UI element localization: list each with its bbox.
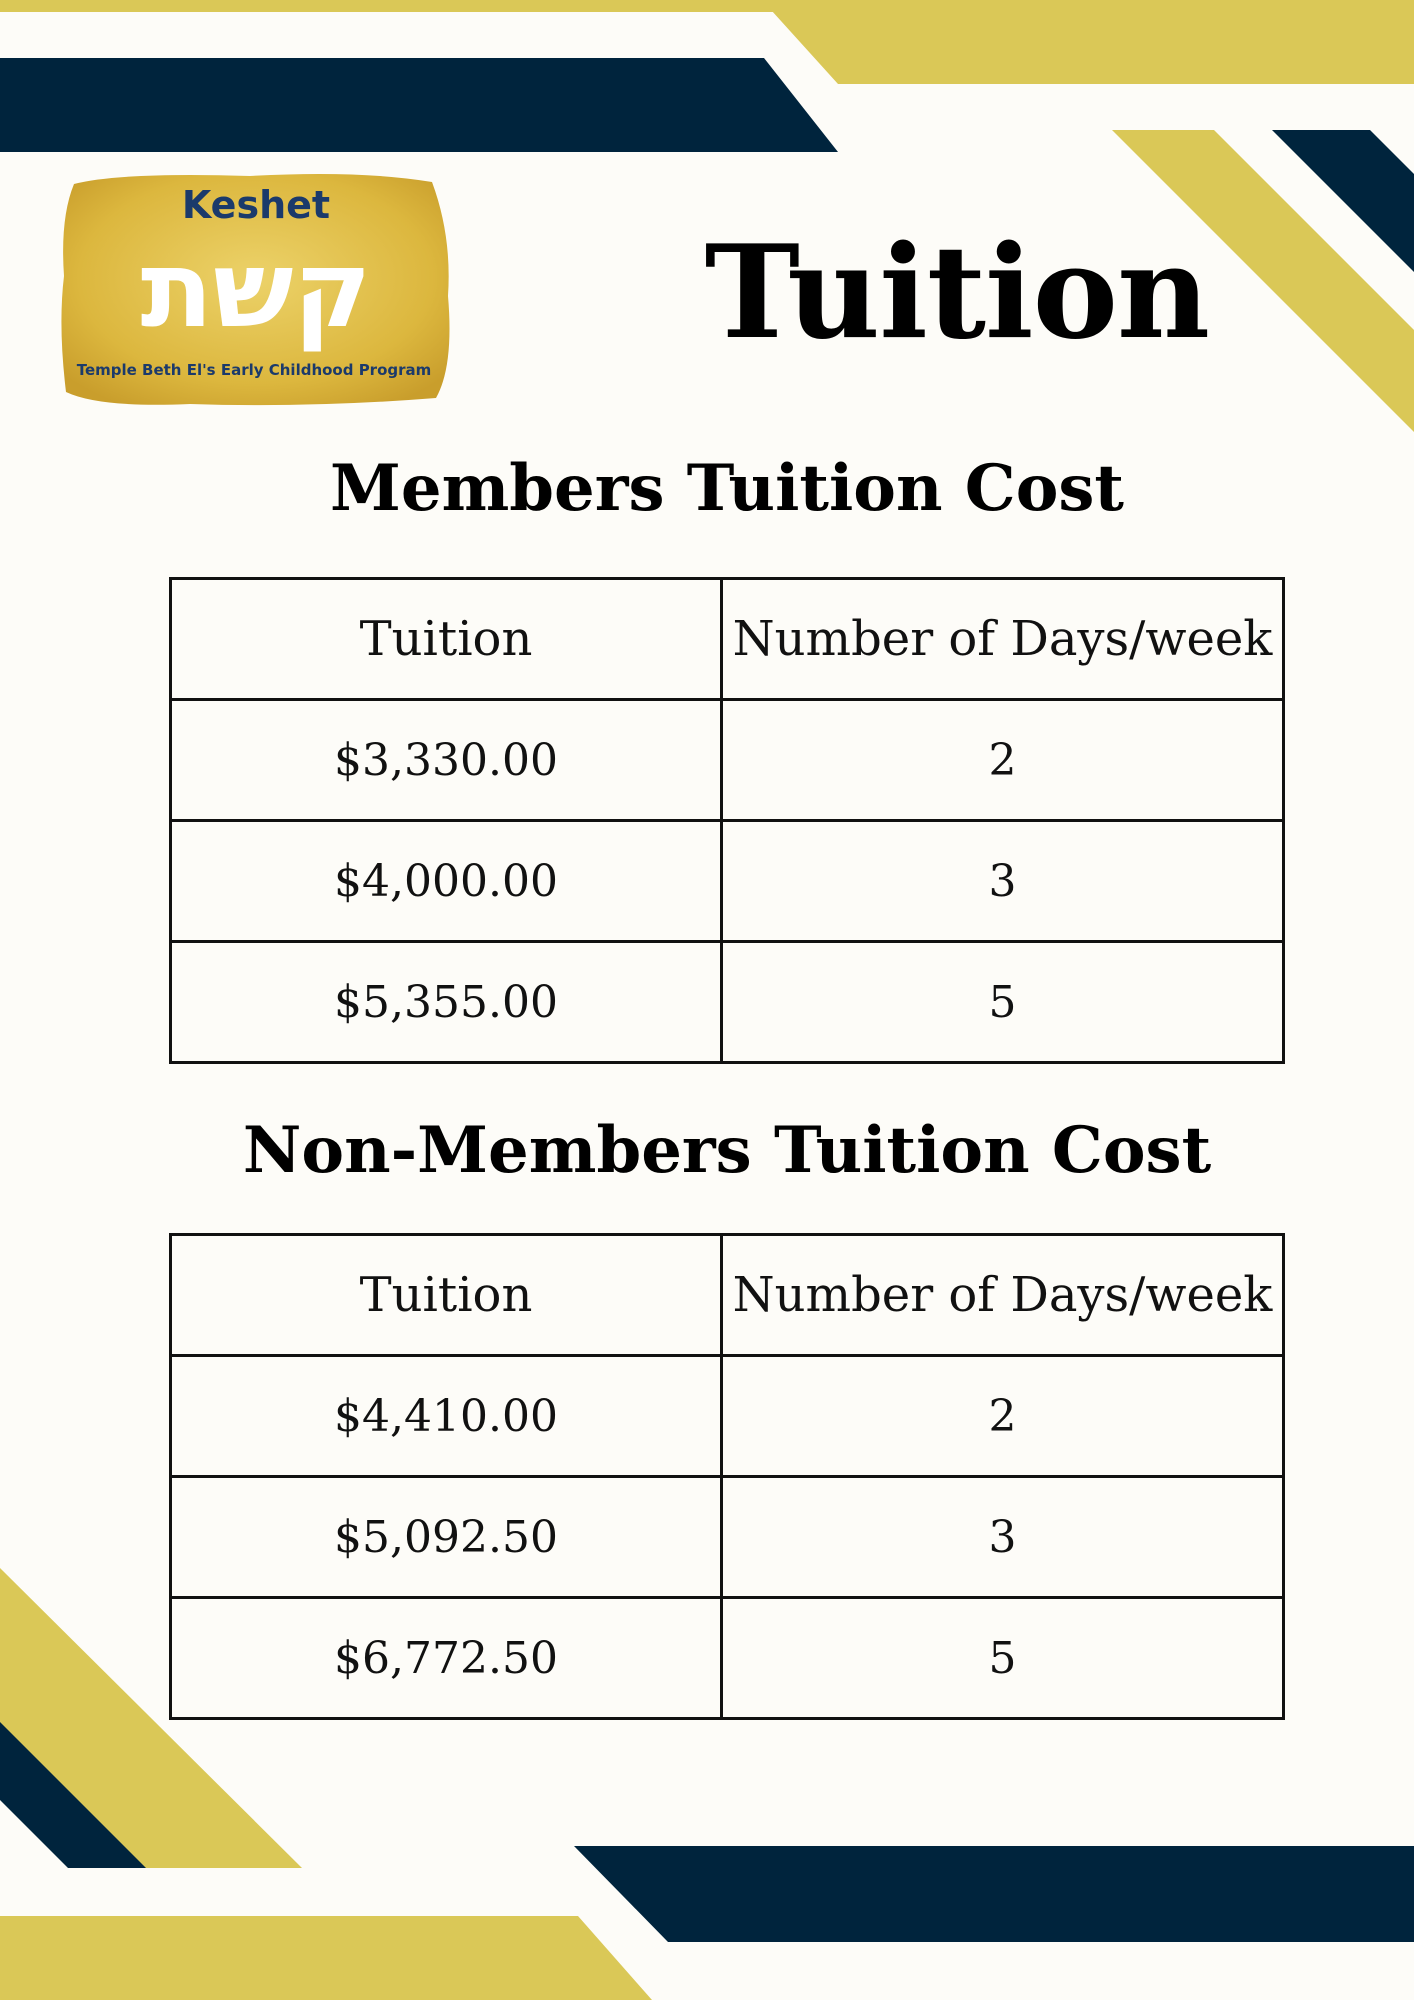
tuition-cell: $4,410.00 (171, 1356, 722, 1477)
table-row (171, 942, 1284, 1063)
page-title: Tuition (704, 218, 1209, 368)
tuition-cell: $5,092.50 (171, 1477, 722, 1598)
members-tuition-table (169, 577, 1285, 1064)
tuition-cell: $6,772.50 (171, 1598, 722, 1719)
table-row (171, 700, 1284, 821)
top-right-gold-block (762, 0, 1414, 84)
days-cell: 3 (722, 1477, 1284, 1598)
days-cell: 2 (722, 1356, 1284, 1477)
keshet-logo (60, 166, 452, 410)
logo-tagline: Temple Beth El's Early Childhood Program (76, 361, 432, 379)
tuition-cell: $5,355.00 (171, 942, 722, 1063)
days-cell: 5 (722, 942, 1284, 1063)
days-cell: 3 (722, 821, 1284, 942)
table-row (171, 1356, 1284, 1477)
logo-name: Keshet (181, 183, 331, 227)
table-row (171, 1598, 1284, 1719)
table-header-row (171, 1235, 1284, 1356)
bottom-navy-bar (574, 1846, 1414, 1942)
days-cell: 2 (722, 700, 1284, 821)
table-header-row (171, 579, 1284, 700)
members-heading: Members Tuition Cost (330, 451, 1124, 526)
column-header-tuition: Tuition (171, 579, 722, 700)
non-members-tuition-table (169, 1233, 1285, 1720)
column-header-days: Number of Days/week (722, 1235, 1284, 1356)
column-header-days: Number of Days/week (722, 579, 1284, 700)
logo-hebrew: קשת (140, 228, 372, 351)
top-navy-bar (0, 58, 838, 152)
non-members-heading: Non-Members Tuition Cost (242, 1113, 1212, 1188)
table-row (171, 1477, 1284, 1598)
days-cell: 5 (722, 1598, 1284, 1719)
tuition-cell: $3,330.00 (171, 700, 722, 821)
bottom-gold-band (0, 1916, 652, 2000)
tuition-cell: $4,000.00 (171, 821, 722, 942)
table-row (171, 821, 1284, 942)
column-header-tuition: Tuition (171, 1235, 722, 1356)
